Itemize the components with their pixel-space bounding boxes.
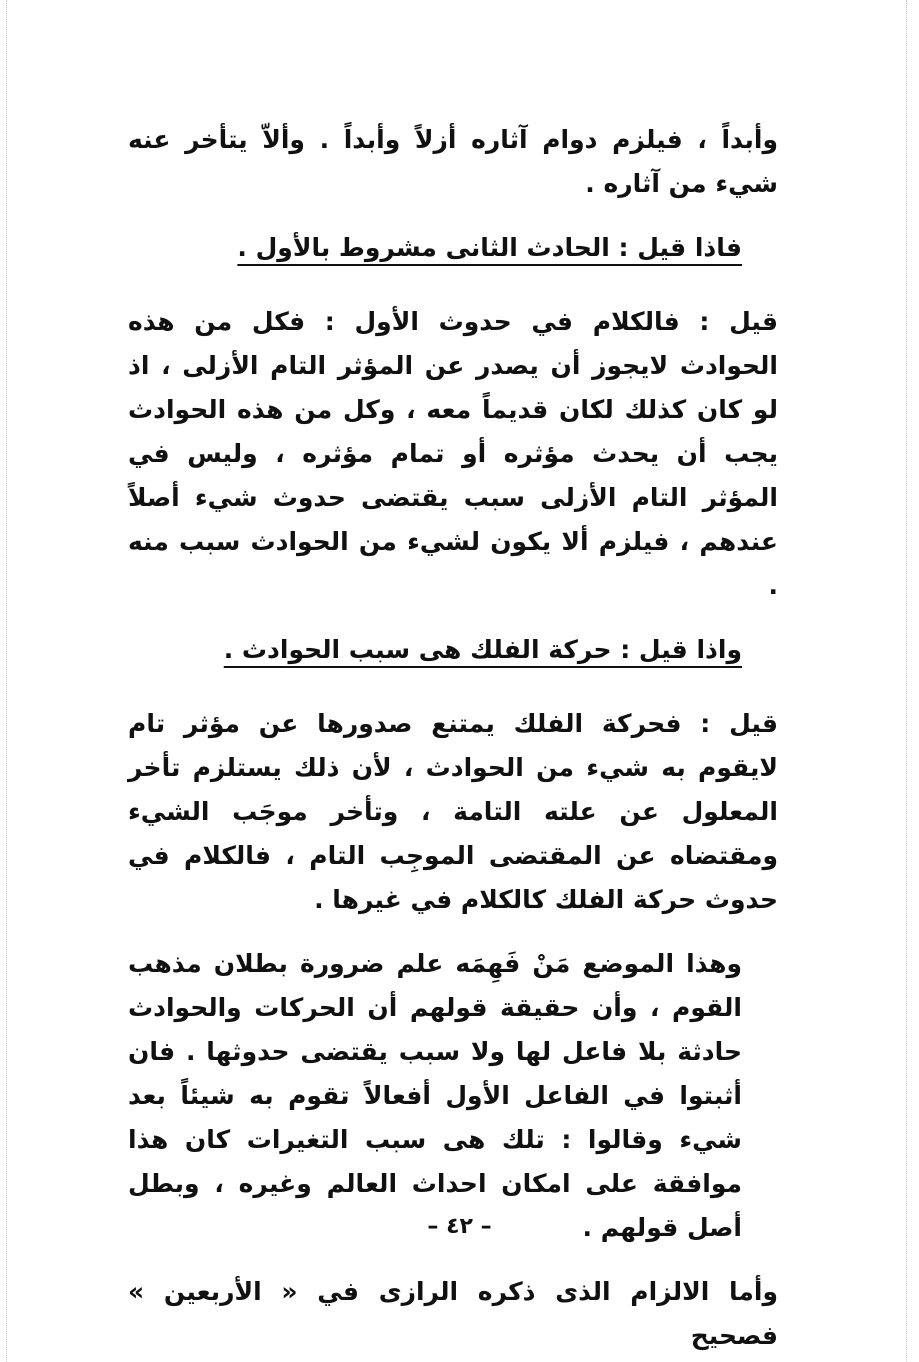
gutter-line-left bbox=[6, 0, 7, 1362]
heading-line-1: فاذا قيل : الحادث الثانى مشروط بالأول . bbox=[237, 233, 742, 262]
paragraph-7: وأما الالزام الذى ذكره الرازى في « الأربعين » فصحيح bbox=[128, 1277, 778, 1350]
paragraph-5: قيل : فحركة الفلك يمتنع صدورها عن مؤثر تام لايقوم به شيء من الحوادث ، لأن ذلك يستلزم تأخر المعلول عن علته التامة ، وتأخر موجَب الشيء ومقتضاه عن المقتضى الموجِب التام ، فالكلام في حدوث حركة الفلك كالكلام في غيرها . bbox=[128, 709, 778, 914]
page-number: – ٤٢ – bbox=[427, 1214, 492, 1239]
paragraph-3: قيل : فالكلام في حدوث الأول : فكل من هذه الحوادث لايجوز أن يصدر عن المؤثر التام الأزلى ، اذ لو كان كذلك لكان قديماً معه ، وكل من هذه الحوادث يجب أن يحدث مؤثره أو تمام مؤثره ، وليس في المؤثر التام الأزلى سبب يقتضى حدوث شيء أصلاً عندهم ، فيلزم ألا يكون لشيء من الحوادث سبب منه . bbox=[128, 307, 778, 600]
heading-line-2: واذا قيل : حركة الفلك هى سبب الحوادث . bbox=[223, 635, 742, 664]
paragraph-4 bbox=[128, 628, 778, 672]
paragraph-6: وهذا الموضع مَنْ فَهِمَه علم ضرورة بطلان مذهب القوم ، وأن حقيقة قولهم أن الحركات والحوادث حادثة بلا فاعل لها ولا سبب يقتضى حدوثها . فان أثبتوا في الفاعل الأول أفعالاً تقوم به شيئاً بعد شيء وقالوا : تلك هى سبب التغيرات كان هذا موافقة على امكان احداث العالم وغيره ، وبطل أصل قولهم . bbox=[128, 949, 742, 1242]
page-body bbox=[128, 118, 778, 1358]
gutter-line-right bbox=[906, 0, 907, 1362]
paragraph-2 bbox=[128, 226, 778, 270]
paragraph-1: وأبداً ، فيلزم دوام آثاره أزلاً وأبداً . وألاّ يتأخر عنه شيء من آثاره . bbox=[128, 125, 778, 198]
